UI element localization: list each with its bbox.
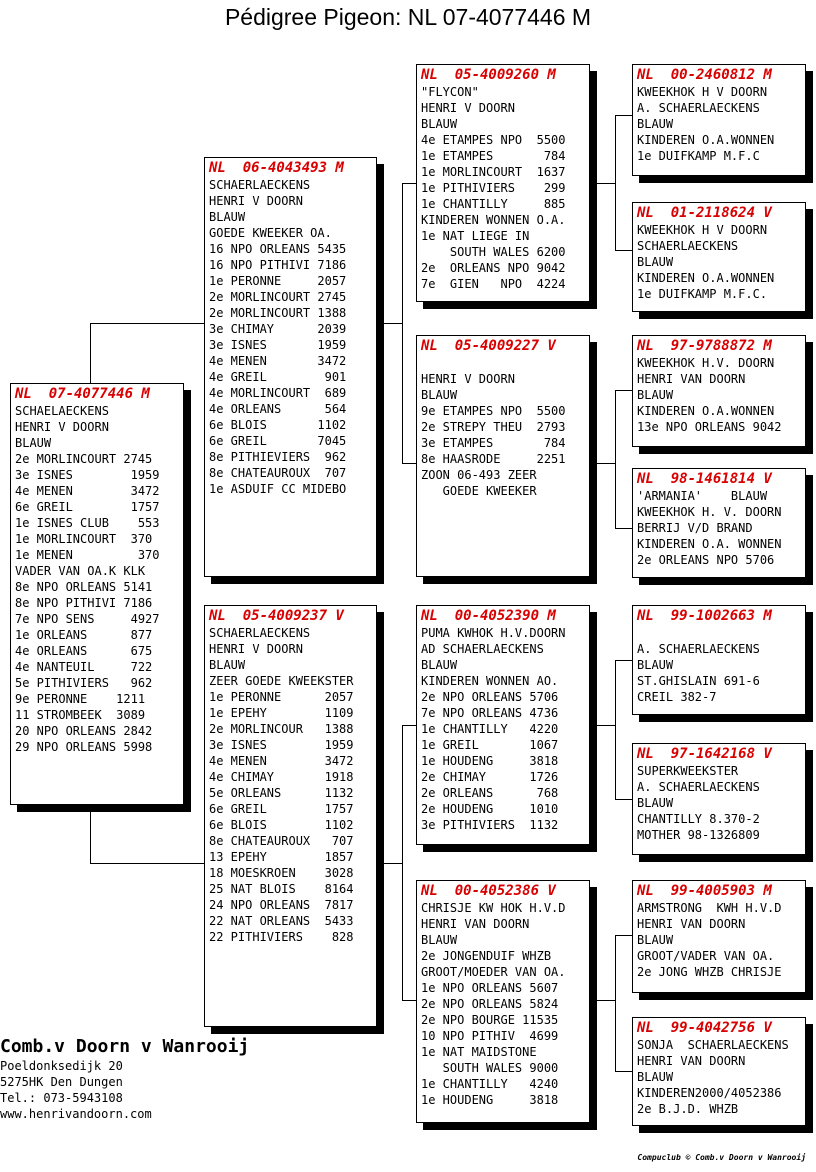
- pigeon-detail-line: 1e CHANTILLY 4220: [421, 722, 559, 736]
- pigeon-detail-line: 3e CHIMAY 2039: [209, 322, 347, 336]
- pigeon-detail-line: KINDEREN2000/4052386: [637, 1086, 782, 1100]
- pigeon-detail-line: BLAUW: [209, 210, 246, 224]
- pigeon-detail-line: BLAUW: [209, 658, 246, 672]
- pigeon-detail-line: 20 NPO ORLEANS 2842: [15, 724, 153, 738]
- pigeon-card-gen4: [632, 605, 806, 715]
- pigeon-detail-line: A. SCHAERLAECKENS: [637, 780, 760, 794]
- pigeon-detail-line: 2e NPO ORLEANS 5706: [421, 690, 559, 704]
- pigeon-detail-line: 6e GREIL 1757: [15, 500, 160, 514]
- pigeon-detail-line: HENRI V DOORN: [421, 372, 515, 386]
- connector-line: [384, 323, 402, 324]
- connector-line: [615, 115, 616, 251]
- pigeon-detail-line: 3e ISNES 1959: [15, 468, 160, 482]
- breeder-contact: [0, 1036, 249, 1122]
- pigeon-detail-line: 22 PITHIVIERS 828: [209, 930, 354, 944]
- pigeon-detail-line: SONJA SCHAERLAECKENS: [637, 1038, 789, 1052]
- pigeon-detail-line: 2e ORLEANS 768: [421, 786, 559, 800]
- pigeon-detail-line: CREIL 382-7: [637, 690, 717, 704]
- pigeon-detail-line: KINDEREN O.A.WONNEN: [637, 404, 775, 418]
- pigeon-card-subject: [10, 383, 184, 805]
- pigeon-detail-line: 1e PERONNE 2057: [209, 690, 354, 704]
- pigeon-detail-line: 4e ETAMPES NPO 5500: [421, 133, 566, 147]
- pigeon-detail-line: 1e MORLINCOURT 1637: [421, 165, 566, 179]
- ring-number: NL 05-4009227 V: [421, 338, 556, 354]
- pigeon-detail-line: SCHAERLAECKENS: [209, 178, 311, 192]
- ring-number: NL 00-4052386 V: [421, 883, 556, 899]
- ring-number: NL 99-4042756 V: [637, 1020, 772, 1036]
- pigeon-detail-line: KINDEREN WONNEN O.A.: [421, 213, 566, 227]
- pigeon-detail-line: 1e NAT LIEGE IN: [421, 229, 530, 243]
- pigeon-detail-line: 13e NPO ORLEANS 9042: [637, 420, 782, 434]
- pigeon-detail-line: 1e MENEN 370: [15, 548, 160, 562]
- pigeon-detail-line: 4e ORLEANS 564: [209, 402, 347, 416]
- footer-credit: Compuclub © Comb.v Doorn v Wanrooij: [637, 1153, 806, 1162]
- pigeon-detail-line: CHANTILLY 8.370-2: [637, 812, 760, 826]
- connector-line: [615, 799, 632, 800]
- pigeon-detail-line: KINDEREN WONNEN AO.: [421, 674, 559, 688]
- connector-line: [615, 390, 616, 529]
- pigeon-detail-line: PUMA KWHOK H.V.DOORN: [421, 626, 566, 640]
- pigeon-detail-line: A. SCHAERLAECKENS: [637, 101, 760, 115]
- pigeon-detail-line: BLAUW: [421, 388, 458, 402]
- connector-line: [615, 115, 632, 116]
- pigeon-detail-line: KWEEKHOK H V DOORN: [637, 85, 768, 99]
- pigeon-detail-line: 1e CHANTILLY 4240: [421, 1077, 559, 1091]
- pigeon-detail-line: GROOT/VADER VAN OA.: [637, 949, 775, 963]
- pigeon-details: [637, 222, 801, 302]
- connector-line: [384, 863, 402, 864]
- connector-line: [90, 805, 91, 863]
- ring-number: NL 00-2460812 M: [637, 67, 772, 83]
- connector-line: [615, 528, 632, 529]
- pigeon-detail-line: 8e NPO ORLEANS 5141: [15, 580, 153, 594]
- pigeon-detail-line: 4e CHIMAY 1918: [209, 770, 354, 784]
- pigeon-card-gen4: [632, 335, 806, 447]
- pigeon-detail-line: 2e MORLINCOURT 2745: [209, 290, 347, 304]
- connector-line: [90, 323, 91, 383]
- pigeon-detail-line: KWEEKHOK H.V. DOORN: [637, 356, 775, 370]
- ring-number: NL 00-4052390 M: [421, 608, 556, 624]
- pigeon-detail-line: 2e MORLINCOURT 1388: [209, 306, 347, 320]
- pigeon-detail-line: 1e EPEHY 1109: [209, 706, 354, 720]
- pigeon-detail-line: 2e ORLEANS NPO 5706: [637, 553, 775, 567]
- pigeon-detail-line: 6e GREIL 1757: [209, 802, 354, 816]
- pigeon-card-sire: [204, 157, 377, 577]
- pigeon-detail-line: 11 STROMBEEK 3089: [15, 708, 146, 722]
- pigeon-detail-line: "FLYCON": [421, 85, 479, 99]
- pigeon-detail-line: SUPERKWEEKSTER: [637, 764, 739, 778]
- pigeon-detail-line: 4e ORLEANS 675: [15, 644, 153, 658]
- pigeon-details: [209, 177, 372, 497]
- pigeon-detail-line: BLAUW: [637, 388, 674, 402]
- pigeon-detail-line: HENRI V DOORN: [421, 101, 515, 115]
- connector-line: [402, 725, 416, 726]
- connector-line: [90, 863, 204, 864]
- connector-line: [597, 463, 615, 464]
- ring-number: NL 97-1642168 V: [637, 746, 772, 762]
- pigeon-detail-line: 13 EPEHY 1857: [209, 850, 354, 864]
- pigeon-detail-line: BLAUW: [421, 933, 458, 947]
- connector-line: [90, 323, 204, 324]
- pigeon-detail-line: [637, 625, 801, 641]
- ring-number: NL 98-1461814 V: [637, 471, 772, 487]
- pigeon-detail-line: 1e HOUDENG 3818: [421, 754, 559, 768]
- pigeon-detail-line: SOUTH WALES 6200: [421, 245, 566, 259]
- pigeon-card-gen4: [632, 468, 806, 578]
- pigeon-detail-line: 1e MORLINCOURT 370: [15, 532, 153, 546]
- pigeon-details: [421, 900, 585, 1108]
- pigeon-detail-line: 9e ETAMPES NPO 5500: [421, 404, 566, 418]
- pigeon-detail-line: 8e PITHIEVIERS 962: [209, 450, 347, 464]
- connector-line: [615, 660, 616, 800]
- pigeon-detail-line: 2e B.J.D. WHZB: [637, 1102, 739, 1116]
- pigeon-detail-line: KINDEREN O.A. WONNEN: [637, 537, 782, 551]
- pigeon-detail-line: 25 NAT BLOIS 8164: [209, 882, 354, 896]
- connector-line: [615, 935, 616, 1072]
- pigeon-detail-line: VADER VAN OA.K KLK: [15, 564, 146, 578]
- pigeon-detail-line: HENRI VAN DOORN: [637, 1054, 746, 1068]
- pigeon-detail-line: ST.GHISLAIN 691-6: [637, 674, 760, 688]
- pigeon-detail-line: 8e CHATEAUROUX 707: [209, 466, 347, 480]
- pigeon-card-dam-sire: [416, 605, 590, 845]
- pigeon-detail-line: KWEEKHOK H V DOORN: [637, 223, 768, 237]
- pigeon-card-gen4: [632, 743, 806, 855]
- pigeon-detail-line: 10 NPO PITHIV 4699: [421, 1029, 559, 1043]
- pigeon-detail-line: 4e MENEN 3472: [209, 354, 347, 368]
- pigeon-details: [637, 763, 801, 843]
- pigeon-detail-line: 16 NPO PITHIVI 7186: [209, 258, 347, 272]
- pigeon-detail-line: 4e MORLINCOURT 689: [209, 386, 347, 400]
- pigeon-detail-line: 1e GREIL 1067: [421, 738, 559, 752]
- pigeon-detail-line: ARMSTRONG KWH H.V.D: [637, 901, 782, 915]
- pigeon-detail-line: 5e PITHIVIERS 962: [15, 676, 153, 690]
- pigeon-details: [637, 488, 801, 568]
- breeder-phone: Tel.: 073-5943108: [0, 1091, 123, 1105]
- pigeon-detail-line: KINDEREN O.A.WONNEN: [637, 271, 775, 285]
- pigeon-details: [637, 84, 801, 164]
- pigeon-card-gen4: [632, 1017, 806, 1126]
- pigeon-detail-line: KWEEKHOK H. V. DOORN: [637, 505, 782, 519]
- pigeon-detail-line: 9e PERONNE 1211: [15, 692, 146, 706]
- pigeon-detail-line: 5e ORLEANS 1132: [209, 786, 354, 800]
- pigeon-detail-line: 2e MORLINCOUR 1388: [209, 722, 354, 736]
- pigeon-detail-line: HENRI V DOORN: [15, 420, 109, 434]
- pigeon-detail-line: 2e NPO BOURGE 11535: [421, 1013, 559, 1027]
- ring-number: NL 07-4077446 M: [15, 386, 150, 402]
- pigeon-detail-line: 29 NPO ORLEANS 5998: [15, 740, 153, 754]
- pigeon-detail-line: 4e MENEN 3472: [209, 754, 354, 768]
- pigeon-detail-line: A. SCHAERLAECKENS: [637, 642, 760, 656]
- connector-line: [597, 1000, 615, 1001]
- pigeon-detail-line: BLAUW: [637, 1070, 674, 1084]
- pigeon-detail-line: 2e MORLINCOURT 2745: [15, 452, 153, 466]
- pigeon-detail-line: BLAUW: [15, 436, 52, 450]
- pigeon-detail-line: 2e NPO ORLEANS 5824: [421, 997, 559, 1011]
- pigeon-detail-line: 3e ISNES 1959: [209, 738, 354, 752]
- connector-line: [615, 250, 632, 251]
- pigeon-details: [637, 900, 801, 980]
- connector-line: [615, 935, 632, 936]
- pigeon-detail-line: MOTHER 98-1326809: [637, 828, 760, 842]
- ring-number: NL 99-1002663 M: [637, 608, 772, 624]
- pigeon-detail-line: 1e NPO ORLEANS 5607: [421, 981, 559, 995]
- pigeon-detail-line: BLAUW: [637, 933, 674, 947]
- pigeon-detail-line: 1e ASDUIF CC MIDEBO: [209, 482, 347, 496]
- pigeon-detail-line: 8e NPO PITHIVI 7186: [15, 596, 153, 610]
- pigeon-detail-line: BLAUW: [637, 255, 674, 269]
- pigeon-detail-line: 8e HAASRODE 2251: [421, 452, 566, 466]
- pigeon-detail-line: 'ARMANIA' BLAUW: [637, 489, 768, 503]
- connector-line: [402, 183, 416, 184]
- pigeon-detail-line: 2e HOUDENG 1010: [421, 802, 559, 816]
- pigeon-detail-line: 7e NPO SENS 4927: [15, 612, 160, 626]
- pigeon-details: [637, 355, 801, 435]
- pigeon-detail-line: SCHAELAECKENS: [15, 404, 109, 418]
- pigeon-details: [15, 403, 179, 755]
- pigeon-detail-line: 1e ORLEANS 877: [15, 628, 153, 642]
- pigeon-detail-line: SCHAERLAECKENS: [209, 626, 311, 640]
- pigeon-detail-line: 7e GIEN NPO 4224: [421, 277, 566, 291]
- connector-line: [597, 725, 615, 726]
- pigeon-detail-line: 2e JONGENDUIF WHZB: [421, 949, 552, 963]
- connector-line: [402, 463, 416, 464]
- pigeon-detail-line: 6e BLOIS 1102: [209, 818, 354, 832]
- pigeon-detail-line: 2e CHIMAY 1726: [421, 770, 559, 784]
- pigeon-card-dam-dam: [416, 880, 590, 1123]
- pigeon-detail-line: 1e ISNES CLUB 553: [15, 516, 160, 530]
- pigeon-detail-line: 24 NPO ORLEANS 7817: [209, 898, 354, 912]
- pigeon-details: [209, 625, 372, 945]
- pigeon-detail-line: 1e PITHIVIERS 299: [421, 181, 566, 195]
- pigeon-detail-line: HENRI VAN DOORN: [637, 372, 746, 386]
- pigeon-detail-line: BLAUW: [421, 658, 458, 672]
- pigeon-detail-line: AD SCHAERLAECKENS: [421, 642, 544, 656]
- pigeon-card-sire-dam: [416, 335, 590, 577]
- pigeon-detail-line: GOEDE KWEEKER: [421, 484, 537, 498]
- pigeon-detail-line: 18 MOESKROEN 3028: [209, 866, 354, 880]
- pigeon-detail-line: 2e STREPY THEU 2793: [421, 420, 566, 434]
- ring-number: NL 05-4009237 V: [209, 608, 344, 624]
- pigeon-detail-line: 1e DUIFKAMP M.F.C.: [637, 287, 768, 301]
- pigeon-detail-line: 7e NPO ORLEANS 4736: [421, 706, 559, 720]
- pigeon-detail-line: HENRI V DOORN: [209, 194, 303, 208]
- pigeon-detail-line: 6e BLOIS 1102: [209, 418, 347, 432]
- ring-number: NL 99-4005903 M: [637, 883, 772, 899]
- pigeon-details: [637, 625, 801, 705]
- pigeon-card-gen4: [632, 202, 806, 312]
- pigeon-detail-line: 3e PITHIVIERS 1132: [421, 818, 559, 832]
- ring-number: NL 05-4009260 M: [421, 67, 556, 83]
- pigeon-detail-line: 1e ETAMPES 784: [421, 149, 566, 163]
- pigeon-detail-line: CHRISJE KW HOK H.V.D: [421, 901, 566, 915]
- breeder-street: Poeldonksedijk 20: [0, 1059, 123, 1073]
- pigeon-details: [421, 355, 585, 499]
- connector-line: [615, 660, 632, 661]
- breeder-website[interactable]: www.henrivandoorn.com: [0, 1107, 152, 1121]
- pigeon-detail-line: ZEER GOEDE KWEEKSTER: [209, 674, 354, 688]
- pigeon-detail-line: KINDEREN O.A.WONNEN: [637, 133, 775, 147]
- pigeon-details: [637, 1037, 801, 1117]
- pigeon-detail-line: 3e ETAMPES 784: [421, 436, 566, 450]
- pigeon-detail-line: 16 NPO ORLEANS 5435: [209, 242, 347, 256]
- pigeon-detail-line: GROOT/MOEDER VAN OA.: [421, 965, 566, 979]
- pigeon-detail-line: 8e CHATEAUROUX 707: [209, 834, 354, 848]
- pigeon-detail-line: 22 NAT ORLEANS 5433: [209, 914, 354, 928]
- pigeon-detail-line: 4e GREIL 901: [209, 370, 347, 384]
- pigeon-detail-line: HENRI V DOORN: [209, 642, 303, 656]
- pigeon-detail-line: 1e HOUDENG 3818: [421, 1093, 559, 1107]
- pigeon-card-dam: [204, 605, 377, 1027]
- pigeon-details: [421, 84, 585, 292]
- connector-line: [615, 390, 632, 391]
- page-title: Pédigree Pigeon: NL 07-4077446 M: [224, 4, 592, 30]
- ring-number: NL 97-9788872 M: [637, 338, 772, 354]
- pigeon-card-sire-sire: [416, 64, 590, 302]
- pigeon-detail-line: 1e PERONNE 2057: [209, 274, 347, 288]
- connector-line: [615, 1071, 632, 1072]
- pigeon-detail-line: HENRI VAN DOORN: [637, 917, 746, 931]
- pigeon-detail-line: BLAUW: [421, 117, 458, 131]
- pigeon-card-gen4: [632, 880, 806, 993]
- pigeon-detail-line: [421, 355, 585, 371]
- pigeon-detail-line: ZOON 06-493 ZEER: [421, 468, 537, 482]
- pigeon-card-gen4: [632, 64, 806, 176]
- breeder-name: Comb.v Doorn v Wanrooij: [0, 1036, 250, 1057]
- ring-number: NL 06-4043493 M: [209, 160, 344, 176]
- connector-line: [597, 183, 615, 184]
- pigeon-detail-line: BLAUW: [637, 658, 674, 672]
- connector-line: [402, 725, 403, 1001]
- pigeon-detail-line: SCHAERLAECKENS: [637, 239, 739, 253]
- pigeon-detail-line: GOEDE KWEEKER OA.: [209, 226, 332, 240]
- connector-line: [402, 1000, 416, 1001]
- ring-number: NL 01-2118624 V: [637, 205, 772, 221]
- pigeon-details: [421, 625, 585, 833]
- pigeon-detail-line: 4e MENEN 3472: [15, 484, 160, 498]
- pigeon-detail-line: 6e GREIL 7045: [209, 434, 347, 448]
- pigeon-detail-line: SOUTH WALES 9000: [421, 1061, 559, 1075]
- breeder-city: 5275HK Den Dungen: [0, 1075, 123, 1089]
- connector-line: [402, 183, 403, 464]
- pigeon-detail-line: BLAUW: [637, 117, 674, 131]
- pigeon-detail-line: 2e JONG WHZB CHRISJE: [637, 965, 782, 979]
- pigeon-detail-line: 1e DUIFKAMP M.F.C: [637, 149, 760, 163]
- pigeon-detail-line: 4e NANTEUIL 722: [15, 660, 153, 674]
- pigeon-detail-line: 2e ORLEANS NPO 9042: [421, 261, 566, 275]
- pigeon-detail-line: 1e CHANTILLY 885: [421, 197, 566, 211]
- pigeon-detail-line: BERRIJ V/D BRAND: [637, 521, 753, 535]
- pigeon-detail-line: HENRI VAN DOORN: [421, 917, 530, 931]
- pigeon-detail-line: 3e ISNES 1959: [209, 338, 347, 352]
- pigeon-detail-line: BLAUW: [637, 796, 674, 810]
- pigeon-detail-line: 1e NAT MAIDSTONE: [421, 1045, 537, 1059]
